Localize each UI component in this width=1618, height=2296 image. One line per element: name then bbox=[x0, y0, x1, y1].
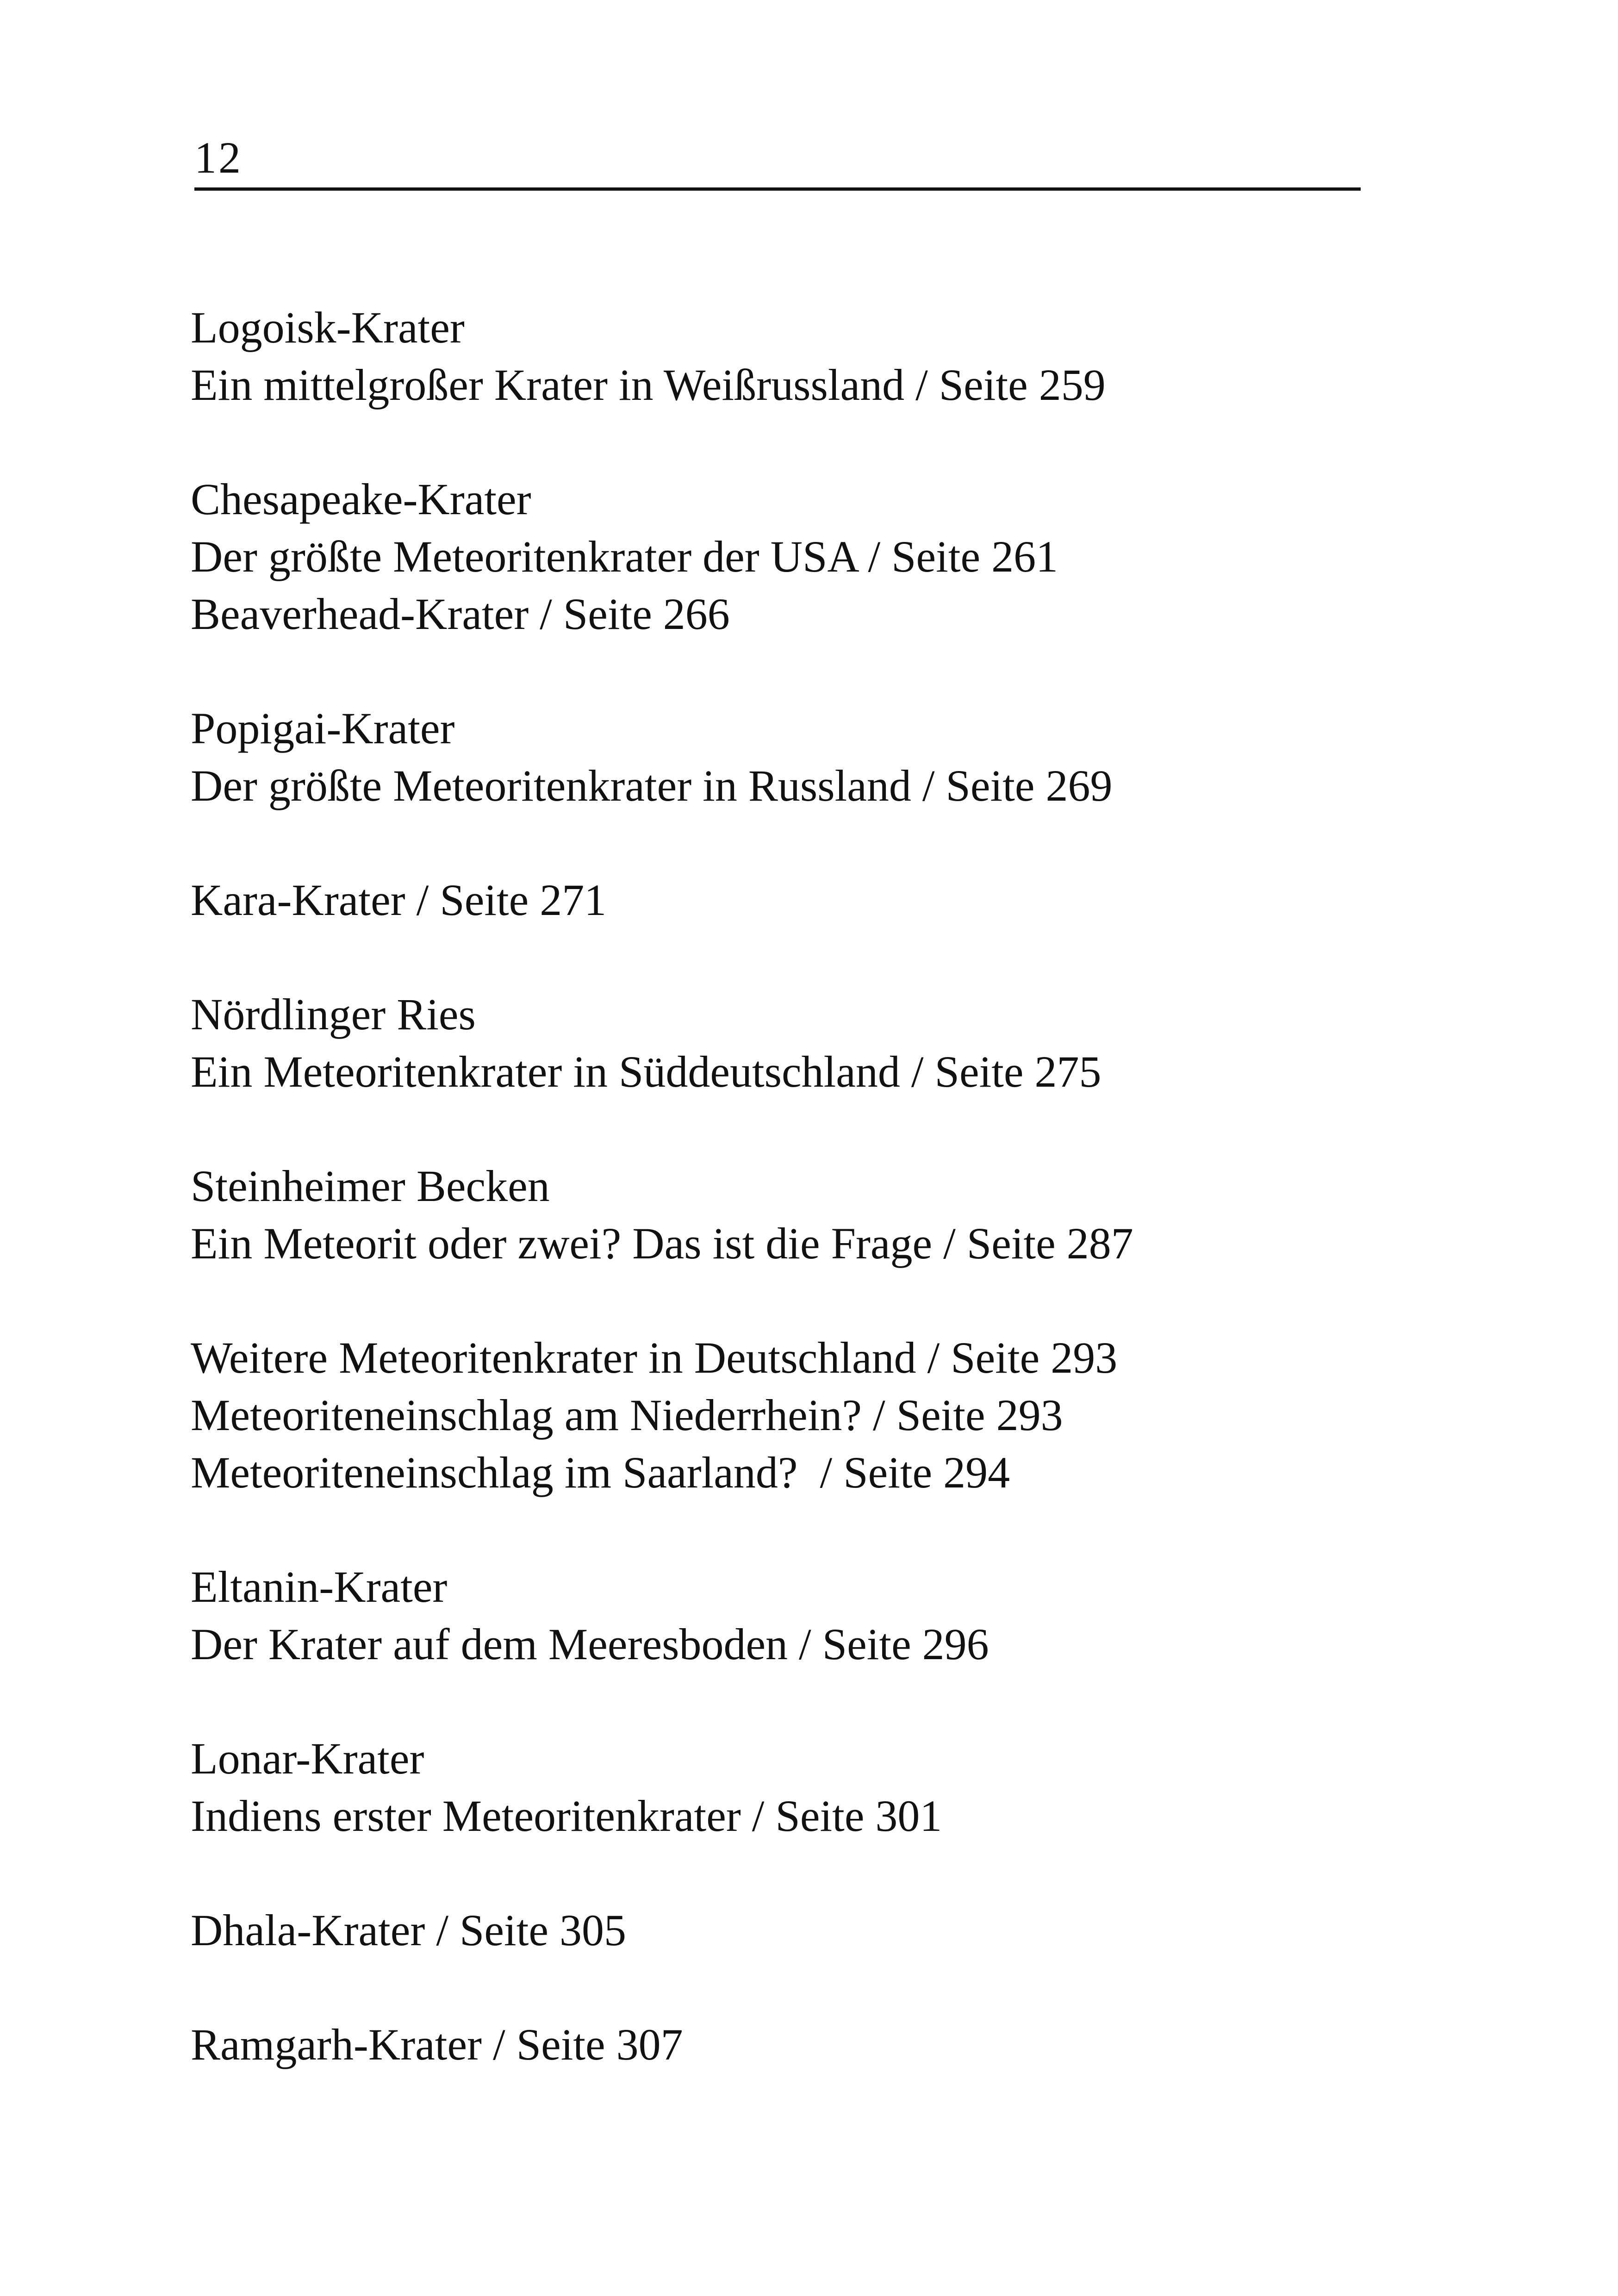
table-of-contents bbox=[191, 299, 1394, 2130]
toc-entry-eltanin bbox=[191, 1558, 1394, 1673]
toc-entry-title: Lonar-Krater bbox=[191, 1734, 424, 1783]
toc-entry-ramgarh bbox=[191, 2016, 1394, 2073]
toc-entry-title: Nördlinger Ries bbox=[191, 989, 476, 1039]
toc-entry-title: Eltanin-Krater bbox=[191, 1562, 448, 1612]
toc-entry-subtitle: Indiens erster Meteoritenkrater / Seite 301 bbox=[191, 1791, 942, 1841]
toc-entry-chesapeake bbox=[191, 471, 1394, 643]
toc-entry-subtitle: Meteoriteneinschlag im Saarland? / Seite 294 bbox=[191, 1448, 1010, 1497]
toc-entry-title: Popigai-Krater bbox=[191, 703, 455, 753]
toc-entry-dhala bbox=[191, 1902, 1394, 1959]
toc-entry-title: Chesapeake-Krater bbox=[191, 474, 531, 524]
toc-entry-title: Logoisk-Krater bbox=[191, 303, 465, 352]
toc-entry-noerdlinger-ries bbox=[191, 986, 1394, 1101]
toc-entry-weitere-deutschland bbox=[191, 1329, 1394, 1501]
toc-entry-title: Ramgarh-Krater / Seite 307 bbox=[191, 2020, 683, 2069]
toc-entry-subtitle: Der größte Meteoritenkrater in Russland / Seite 269 bbox=[191, 761, 1113, 810]
page-header bbox=[194, 125, 1361, 194]
toc-entry-title: Kara-Krater / Seite 271 bbox=[191, 875, 607, 925]
toc-entry-title: Dhala-Krater / Seite 305 bbox=[191, 1905, 626, 1955]
toc-entry-lonar bbox=[191, 1730, 1394, 1845]
toc-entry-subtitle: Beaverhead-Krater / Seite 266 bbox=[191, 589, 730, 639]
page-number: 12 bbox=[194, 133, 243, 182]
toc-entry-subtitle: Ein mittelgroßer Krater in Weißrussland / Seite 259 bbox=[191, 360, 1106, 410]
toc-entry-logoisk bbox=[191, 299, 1394, 414]
toc-entry-steinheimer-becken bbox=[191, 1157, 1394, 1272]
toc-entry-title: Weitere Meteoritenkrater in Deutschland / Seite 293 bbox=[191, 1333, 1118, 1382]
header-rule bbox=[194, 187, 1361, 191]
toc-entry-subtitle: Der größte Meteoritenkrater der USA / Seite 261 bbox=[191, 532, 1058, 581]
toc-entry-subtitle: Der Krater auf dem Meeresboden / Seite 296 bbox=[191, 1619, 989, 1669]
toc-entry-kara bbox=[191, 871, 1394, 929]
toc-entry-subtitle: Ein Meteorit oder zwei? Das ist die Frage / Seite 287 bbox=[191, 1219, 1133, 1268]
toc-entry-popigai bbox=[191, 700, 1394, 815]
toc-entry-title: Steinheimer Becken bbox=[191, 1161, 550, 1211]
toc-entry-subtitle: Ein Meteoritenkrater in Süddeutschland / Seite 275 bbox=[191, 1047, 1101, 1096]
toc-entry-subtitle: Meteoriteneinschlag am Niederrhein? / Seite 293 bbox=[191, 1390, 1063, 1440]
